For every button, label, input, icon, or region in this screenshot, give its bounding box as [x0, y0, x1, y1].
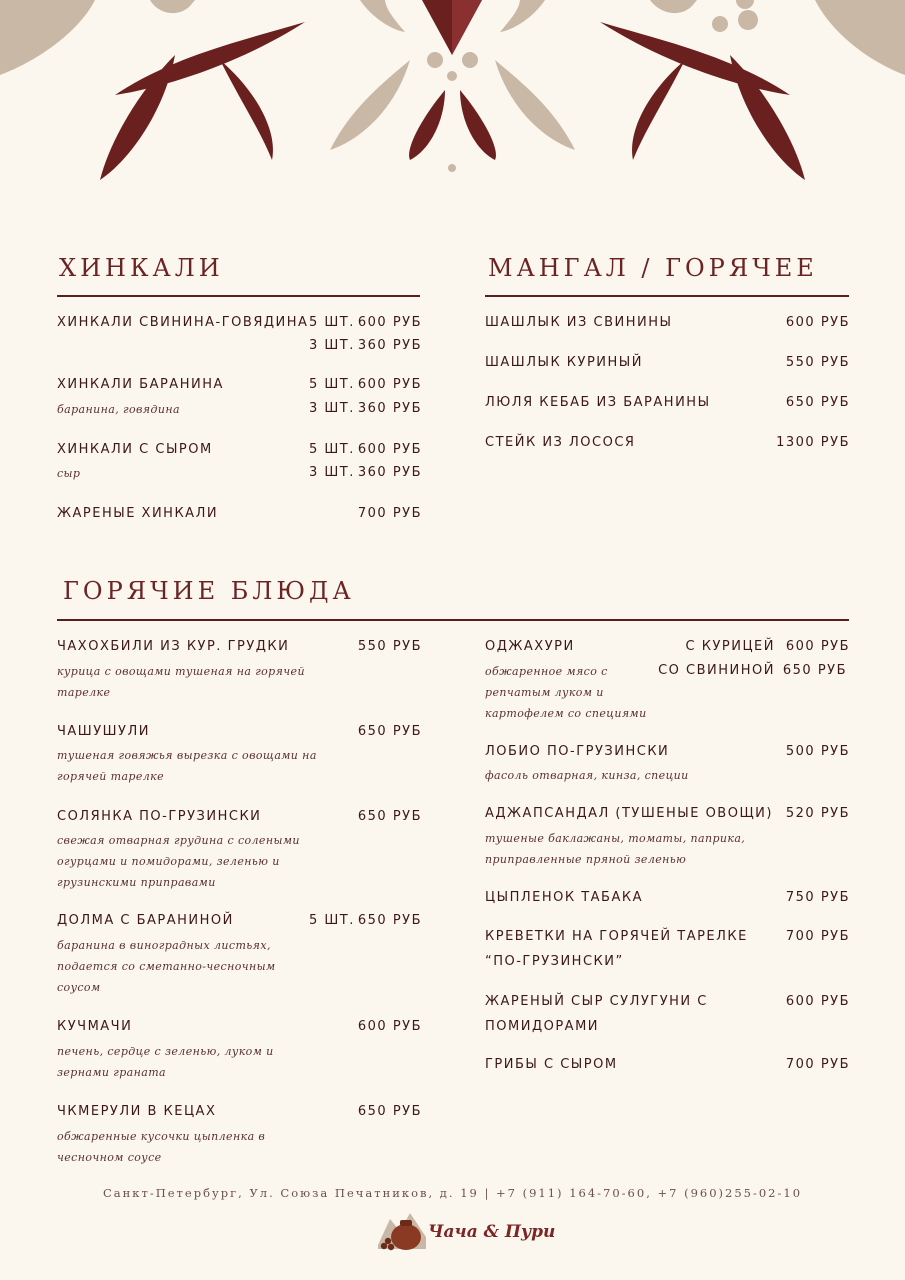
menu-item-quantity: 5 ШТ. [309, 442, 355, 457]
menu-item-price: 650 РУБ [357, 913, 422, 928]
menu-item-name: КУЧМАЧИ [57, 1019, 133, 1034]
menu-item-name: ШАШЛЫК ИЗ СВИНИНЫ [485, 315, 673, 330]
menu-item-name: ГРИБЫ С СЫРОМ [485, 1057, 618, 1072]
menu-item-price: 600 РУБ [357, 315, 422, 330]
menu-item-price: 600 РУБ [357, 377, 422, 392]
menu-item-name: СТЕЙК ИЗ ЛОСОСЯ [485, 435, 636, 450]
menu-item-description: обжаренное мясо с [485, 665, 608, 678]
menu-item-quantity: 3 ШТ. [309, 338, 355, 353]
menu-item-description: печень, сердце с зеленью, луком и [57, 1045, 274, 1058]
menu-item-price: 600 РУБ [785, 315, 850, 330]
section-divider [485, 295, 849, 297]
menu-item-description: тушеные баклажаны, томаты, паприка, [485, 832, 746, 845]
menu-item-price: 550 РУБ [785, 355, 850, 370]
menu-item-name: ЛОБИО ПО-ГРУЗИНСКИ [485, 744, 670, 759]
menu-item-description: подается со сметанно-чесночным [57, 960, 276, 973]
menu-item-price: 360 РУБ [357, 401, 422, 416]
menu-item-quantity: 3 ШТ. [309, 465, 355, 480]
menu-item-price: 750 РУБ [785, 890, 850, 905]
menu-item-price: 360 РУБ [357, 338, 422, 353]
menu-item-price: 550 РУБ [357, 639, 422, 654]
menu-item-price: 500 РУБ [785, 744, 850, 759]
menu-item-description: картофелем со специями [485, 707, 647, 720]
menu-item-option: С КУРИЦЕЙ [685, 639, 775, 654]
menu-item-description: огурцами и помидорами, зеленью и [57, 855, 280, 868]
menu-item-name: ХИНКАЛИ БАРАНИНА [57, 377, 224, 392]
menu-item-price: 360 РУБ [357, 465, 422, 480]
menu-item-price: 650 РУБ [782, 663, 847, 678]
menu-item-price: 650 РУБ [357, 724, 422, 739]
floral-ornament [0, 0, 905, 200]
menu-item-name: ДОЛМА С БАРАНИНОЙ [57, 913, 234, 928]
menu-item-price: 700 РУБ [785, 1057, 850, 1072]
menu-item-description: чесночном соусе [57, 1151, 162, 1164]
menu-item-quantity: 5 ШТ. [309, 913, 355, 928]
menu-item-description: фасоль отварная, кинза, специи [485, 769, 689, 782]
menu-item-quantity: 5 ШТ. [309, 377, 355, 392]
menu-item-description: грузинскими приправами [57, 876, 216, 889]
logo-text: Чача & Пури [428, 1222, 556, 1242]
menu-item-name: ОДЖАХУРИ [485, 639, 575, 654]
menu-item-description: соусом [57, 981, 101, 994]
section-title-khinkali: ХИНКАЛИ [59, 254, 224, 282]
menu-item-quantity: 5 ШТ. [309, 315, 355, 330]
menu-item-price: 1300 РУБ [776, 435, 850, 450]
menu-item-name: “ПО-ГРУЗИНСКИ” [485, 954, 624, 969]
menu-item-description: приправленные пряной зеленью [485, 853, 687, 866]
menu-item-price: 650 РУБ [357, 809, 422, 824]
menu-item-price: 600 РУБ [357, 1019, 422, 1034]
menu-item-description: сыр [57, 467, 81, 480]
section-title-hot-dishes: ГОРЯЧИЕ БЛЮДА [63, 577, 355, 605]
menu-item-name: СОЛЯНКА ПО-ГРУЗИНСКИ [57, 809, 262, 824]
menu-item-name: ЧКМЕРУЛИ В КЕЦАХ [57, 1104, 217, 1119]
menu-item-description: зернами граната [57, 1066, 167, 1079]
menu-item-name: ХИНКАЛИ С СЫРОМ [57, 442, 213, 457]
menu-item-description: курица с овощами тушеная на горячей [57, 665, 305, 678]
menu-item-price: 650 РУБ [357, 1104, 422, 1119]
menu-item-description: тушеная говяжья вырезка с овощами на [57, 749, 317, 762]
menu-item-name: ШАШЛЫК КУРИНЫЙ [485, 355, 643, 370]
menu-item-price: 600 РУБ [785, 994, 850, 1009]
menu-item-price: 700 РУБ [785, 929, 850, 944]
menu-item-price: 600 РУБ [785, 639, 850, 654]
menu-item-description: горячей тарелке [57, 770, 165, 783]
footer-address: Санкт-Петербург, Ул. Союза Печатников, д. 19 | +7 (911) 164-70-60, +7 (960)255-02-10 [102, 1186, 803, 1200]
section-divider [57, 295, 420, 297]
menu-item-name: КРЕВЕТКИ НА ГОРЯЧЕЙ ТАРЕЛКЕ [485, 929, 748, 944]
menu-item-description: свежая отварная грудина с солеными [57, 834, 300, 847]
section-divider [57, 619, 849, 621]
menu-item-name: ЦЫПЛЕНОК ТАБАКА [485, 890, 643, 905]
menu-item-description: репчатым луком и [485, 686, 604, 699]
menu-item-price: 520 РУБ [785, 806, 850, 821]
menu-item-quantity: 3 ШТ. [309, 401, 355, 416]
menu-item-name: ПОМИДОРАМИ [485, 1019, 600, 1034]
menu-item-name: ЖАРЕНЫЙ СЫР СУЛУГУНИ С [485, 994, 708, 1009]
menu-item-description: тарелке [57, 686, 111, 699]
menu-item-name: ЛЮЛЯ КЕБАБ ИЗ БАРАНИНЫ [485, 395, 711, 410]
menu-item-option: СО СВИНИНОЙ [658, 663, 775, 678]
menu-item-price: 700 РУБ [357, 506, 422, 521]
menu-item-name: ЖАРЕНЫЕ ХИНКАЛИ [57, 506, 219, 521]
menu-item-price: 600 РУБ [357, 442, 422, 457]
menu-item-description: обжаренные кусочки цыпленка в [57, 1130, 266, 1143]
menu-item-description: баранина в виноградных листьях, [57, 939, 271, 952]
menu-item-name: ЧАХОХБИЛИ ИЗ КУР. ГРУДКИ [57, 639, 290, 654]
menu-item-price: 650 РУБ [785, 395, 850, 410]
menu-item-name: АДЖАПСАНДАЛ (ТУШЕНЫЕ ОВОЩИ) [485, 806, 773, 821]
menu-item-name: ХИНКАЛИ СВИНИНА-ГОВЯДИНА [57, 315, 309, 330]
menu-item-name: ЧАШУШУЛИ [57, 724, 150, 739]
menu-item-description: баранина, говядина [57, 403, 180, 416]
section-title-mangal: МАНГАЛ / ГОРЯЧЕЕ [488, 254, 818, 282]
